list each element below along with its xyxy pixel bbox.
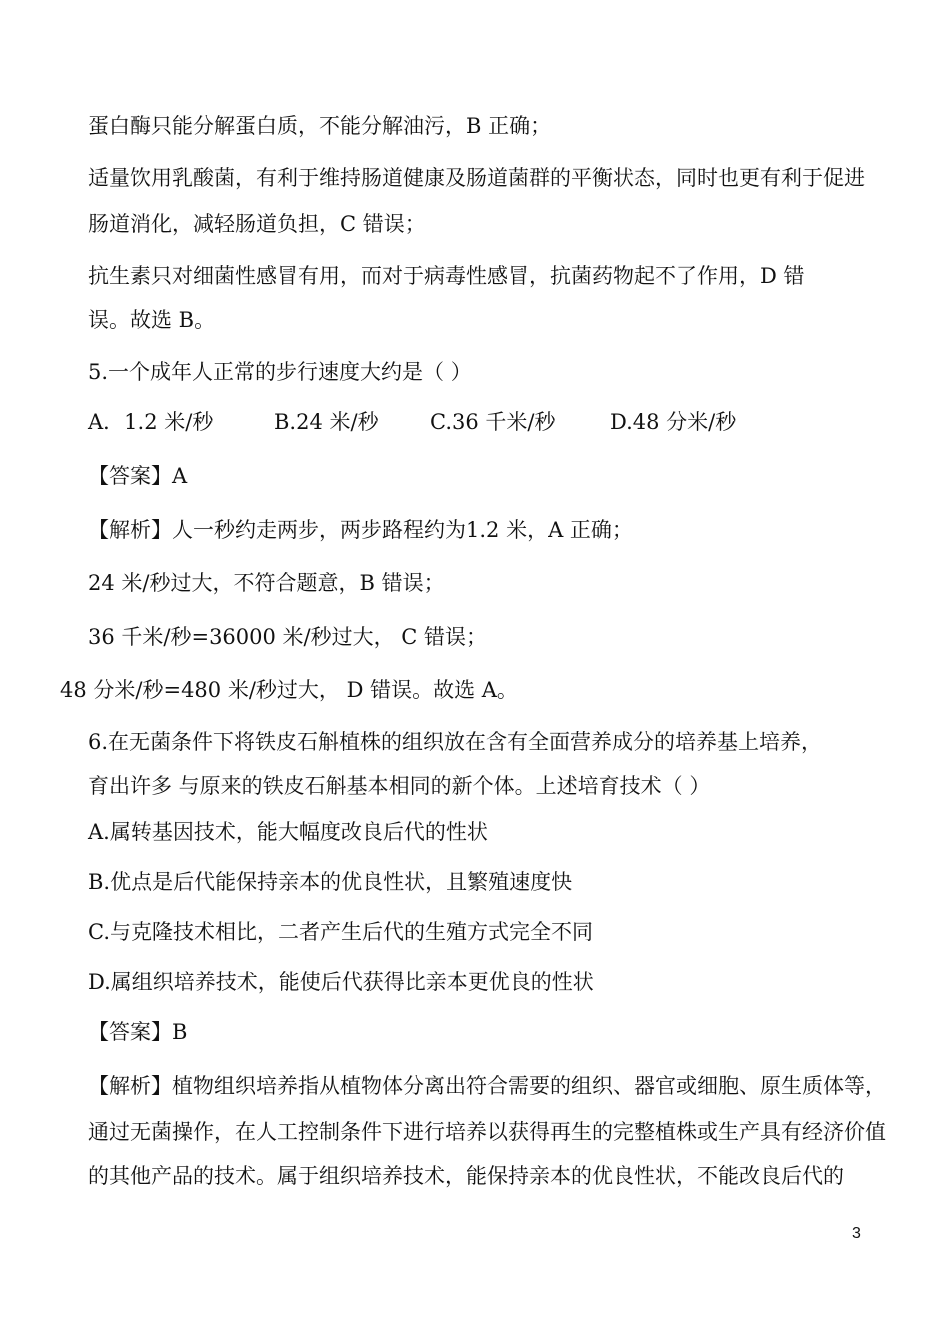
q5-option-d: D.48 分米/秒 bbox=[610, 410, 737, 434]
q4-explanation-d-line2: 误。故选 B。 bbox=[88, 308, 216, 332]
q5-option-a: A．1.2 米/秒 bbox=[88, 410, 214, 434]
q5-option-b: B.24 米/秒 bbox=[274, 410, 379, 434]
q4-explanation-c-line2: 肠道消化，减轻肠道负担，C 错误； bbox=[88, 212, 426, 236]
q4-explanation-d-line1: 抗生素只对细菌性感冒有用，而对于病毒性感冒，抗菌药物起不了作用，D 错 bbox=[88, 264, 805, 288]
q6-option-b: B.优点是后代能保持亲本的优良性状，且繁殖速度快 bbox=[88, 870, 573, 894]
q6-analysis-line3: 的其他产品的技术。属于组织培养技术，能保持亲本的优良性状，不能改良后代的 bbox=[88, 1164, 844, 1188]
question-6-line1: 6.在无菌条件下将铁皮石斛植株的组织放在含有全面营养成分的培养基上培养， bbox=[88, 730, 823, 754]
q6-analysis-line1: 【解析】植物组织培养指从植物体分离出符合需要的组织、器官或细胞、原生质体等， bbox=[88, 1074, 886, 1098]
q4-explanation-c-line1: 适量饮用乳酸菌，有利于维持肠道健康及肠道菌群的平衡状态，同时也更有利于促进 bbox=[88, 166, 865, 190]
q6-option-c: C.与克隆技术相比，二者产生后代的生殖方式完全不同 bbox=[88, 920, 593, 944]
q5-option-c: C.36 千米/秒 bbox=[430, 410, 556, 434]
question-6-line2: 育出许多 与原来的铁皮石斛基本相同的新个体。上述培育技术（ ） bbox=[88, 774, 711, 798]
q6-answer: 【答案】B bbox=[88, 1020, 188, 1044]
page-number: 3 bbox=[852, 1225, 861, 1242]
q6-option-a: A.属转基因技术，能大幅度改良后代的性状 bbox=[88, 820, 488, 844]
q5-answer: 【答案】A bbox=[88, 464, 188, 488]
q5-analysis-line2: 24 米/秒过大，不符合题意，B 错误； bbox=[88, 571, 445, 595]
q6-analysis-line2: 通过无菌操作，在人工控制条件下进行培养以获得再生的完整植株或生产具有经济价值 bbox=[88, 1120, 886, 1144]
q5-analysis-line4: 48 分米/秒=480 米/秒过大， D 错误。故选 A。 bbox=[60, 678, 518, 702]
question-5: 5.一个成年人正常的步行速度大约是（ ） bbox=[88, 360, 472, 384]
q5-analysis-line3: 36 千米/秒=36000 米/秒过大， C 错误； bbox=[88, 625, 488, 649]
q5-analysis-line1: 【解析】人一秒约走两步，两步路程约为1.2 米，A 正确； bbox=[88, 518, 633, 542]
q6-option-d: D.属组织培养技术，能使后代获得比亲本更优良的性状 bbox=[88, 970, 594, 994]
question-5-options bbox=[88, 408, 736, 436]
q4-explanation-b: 蛋白酶只能分解蛋白质，不能分解油污，B 正确； bbox=[88, 114, 552, 138]
